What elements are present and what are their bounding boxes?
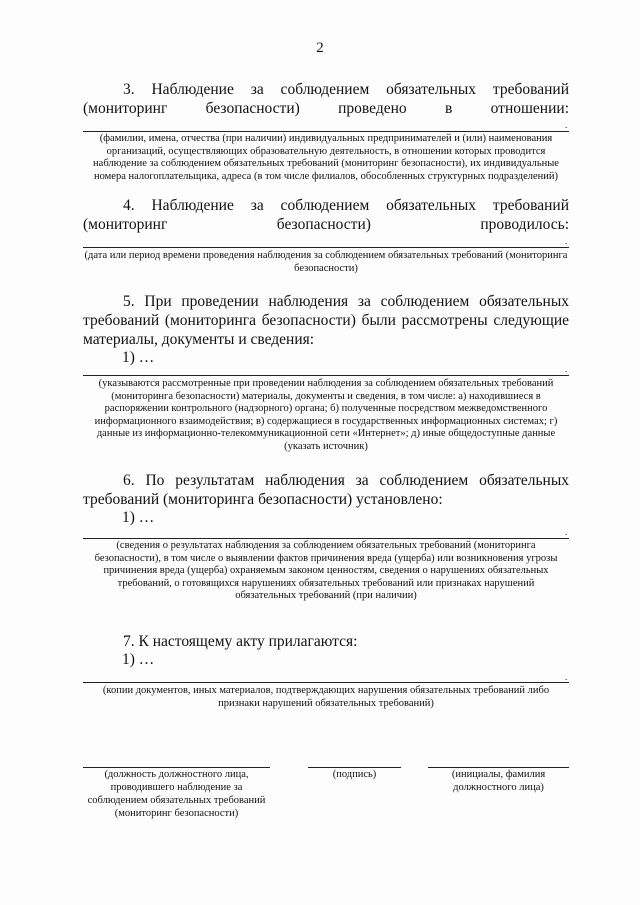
section-6-item: 1) …	[122, 509, 155, 526]
line-end-mark: .	[565, 120, 568, 130]
section-7-note: (копии документов, иных материалов, подтверждающих нарушения обязательных требований либо признаки нарушений обязательных требований)	[102, 685, 550, 709]
section-6-fill-line	[83, 538, 569, 539]
section-5-note: (указываются рассмотренные при проведении наблюдения за соблюдением обязательных требований (мониторинга безопасности) материалы, документы и сведения, в том числе: а) находившиеся в распоряжении контрольного (надзорного) органа; б) полученные посредством межведомственного информационного взаимодействия; в) содержащиеся в государственных информационных системах; г) данные из информационно-телекоммуникационной сети «Интернет»; д) иные общедоступные данные (указать источник)	[94, 378, 558, 452]
section-5-item: 1) …	[122, 349, 155, 366]
page-number: 2	[316, 40, 324, 56]
section-6-text: 6. По результатам наблюдения за соблюдением обязательных требований (мониторинга безопасности) установлено:	[83, 472, 569, 508]
section-5-text: 5. При проведении наблюдения за соблюдением обязательных требований (мониторинга безопасности) были рассмотрены следующие материалы, документы и сведения:	[83, 293, 569, 348]
signature-sign-note: (подпись)	[332, 769, 377, 780]
section-7-item: 1) …	[122, 651, 155, 668]
line-end-mark: .	[565, 527, 568, 537]
section-7-fill-line	[83, 682, 569, 683]
section-6-note: (сведения о результатах наблюдения за соблюдением обязательных требований (мониторинга безопасности), в том числе о выявлении фактов причинения вреда (ущерба) или возникновения угрозы причинения вреда (ущерба) охраняемым законом ценностям, сведения о нарушениях обязательных требований, о готовящихся нарушениях обязательных требований или признаках нарушений обязательных требований (при наличии)	[94, 540, 558, 602]
line-end-mark: .	[565, 364, 568, 374]
section-4-fill-line	[83, 247, 569, 248]
section-4-text: 4. Наблюдение за соблюдением обязательных требований (мониторинг безопасности) проводилось:	[83, 197, 569, 233]
signature-initials-note: (инициалы, фамилия должностного лица)	[451, 769, 546, 793]
line-end-mark: .	[565, 672, 568, 682]
signature-position-note: (должность должностного лица, проводившего наблюдение за соблюдением обязательных требований (мониторинг безопасности)	[87, 769, 266, 819]
section-5-fill-line	[83, 375, 569, 376]
section-3-text: 3. Наблюдение за соблюдением обязательных требований (мониторинг безопасности) проведено в отношении:	[83, 81, 569, 117]
section-3-note: (фамилии, имена, отчества (при наличии) индивидуальных предпринимателей и (или) наименования организаций, осуществляющих образовательную деятельность, в отношении которых проводится наблюдение за соблюдением обязательных требований (мониторинг безопасности), их индивидуальные номера налогоплательщика, адреса (в том числе филиалов, обособленных структурных подразделений)	[93, 133, 559, 182]
section-7-text: 7. К настоящему акту прилагаются:	[123, 633, 358, 650]
line-end-mark: .	[565, 236, 568, 246]
section-3-fill-line	[83, 131, 569, 132]
section-4-note: (дата или период времени проведения наблюдения за соблюдением обязательных требований (мониторинга безопасности)	[84, 250, 568, 274]
